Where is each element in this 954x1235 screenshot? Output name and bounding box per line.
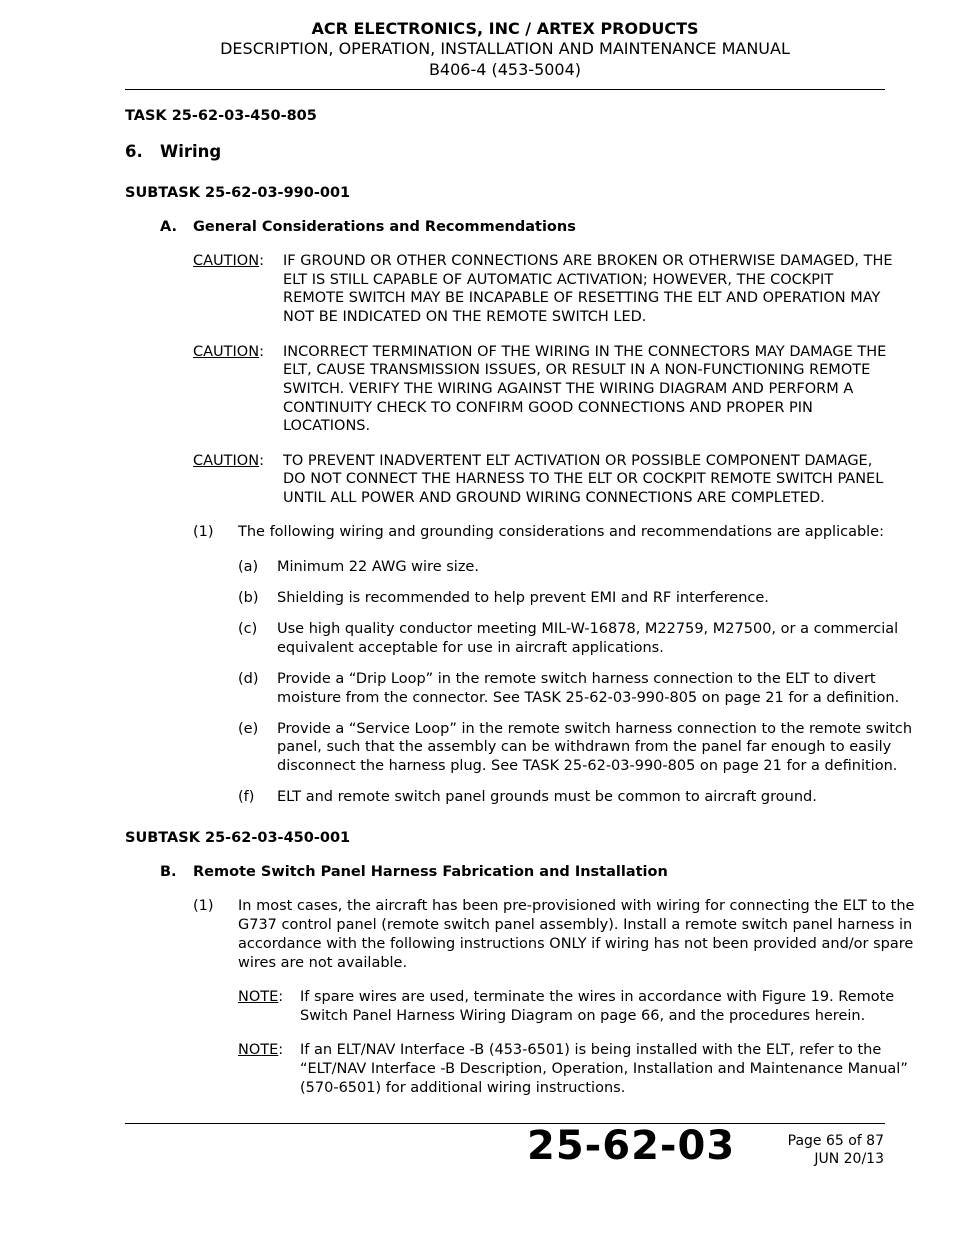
caution-line: ELT IS STILL CAPABLE OF AUTOMATIC ACTIVATION; HOWEVER, THE COCKPIT bbox=[283, 272, 834, 288]
note-line: “ELT/NAV Interface -B Description, Operation, Installation and Maintenance Manual” bbox=[300, 1061, 908, 1077]
part-b-title: Remote Switch Panel Harness Fabrication and Installation bbox=[193, 864, 668, 880]
item-line: wires are not available. bbox=[238, 955, 408, 971]
subitem-line: Provide a “Drip Loop” in the remote switch harness connection to the ELT to divert bbox=[277, 671, 876, 687]
note-label: NOTE: bbox=[238, 1042, 284, 1058]
item-number: (1) bbox=[193, 524, 214, 540]
chapter-number: 25-62-03 bbox=[527, 1123, 736, 1169]
subitem-line: panel, such that the assembly can be withdrawn from the panel far enough to easily bbox=[277, 739, 892, 755]
note-line: Switch Panel Harness Wiring Diagram on page 66, and the procedures herein. bbox=[300, 1008, 866, 1024]
subitem-line: equivalent acceptable for use in aircraft applications. bbox=[277, 640, 664, 656]
section-number: 6. bbox=[125, 142, 143, 161]
revision-date: JUN 20/13 bbox=[814, 1151, 884, 1167]
footer-rule bbox=[125, 1123, 885, 1124]
note-line: If spare wires are used, terminate the wires in accordance with Figure 19. Remote bbox=[300, 989, 895, 1005]
item-text: The following wiring and grounding considerations and recommendations are applicable: bbox=[238, 524, 884, 540]
subitem-line: Shielding is recommended to help prevent EMI and RF interference. bbox=[277, 590, 769, 606]
caution-line: SWITCH. VERIFY THE WIRING AGAINST THE WIRING DIAGRAM AND PERFORM A bbox=[283, 381, 854, 397]
subitem-number: (b) bbox=[238, 590, 259, 606]
part-b-letter: B. bbox=[160, 864, 177, 880]
subitem-number: (e) bbox=[238, 721, 259, 737]
caution-label: CAUTION: bbox=[193, 253, 264, 269]
caution-line: INCORRECT TERMINATION OF THE WIRING IN THE CONNECTORS MAY DAMAGE THE bbox=[283, 344, 887, 360]
part-a-title: General Considerations and Recommendations bbox=[193, 219, 576, 235]
caution-label: CAUTION: bbox=[193, 344, 264, 360]
subitem-line: ELT and remote switch panel grounds must be common to aircraft ground. bbox=[277, 789, 817, 805]
task-id: TASK 25-62-03-450-805 bbox=[125, 108, 317, 124]
header-manual-title: DESCRIPTION, OPERATION, INSTALLATION AND MAINTENANCE MANUAL bbox=[220, 39, 790, 58]
subitem-number: (d) bbox=[238, 671, 259, 687]
caution-line: UNTIL ALL POWER AND GROUND WIRING CONNECTIONS ARE COMPLETED. bbox=[283, 490, 825, 506]
subitem-line: Use high quality conductor meeting MIL-W-16878, M22759, M27500, or a commercial bbox=[277, 621, 899, 637]
note-label: NOTE: bbox=[238, 989, 284, 1005]
note-line: (570-6501) for additional wiring instructions. bbox=[300, 1080, 626, 1096]
caution-line: LOCATIONS. bbox=[283, 418, 371, 434]
subitem-line: Provide a “Service Loop” in the remote switch harness connection to the remote switch bbox=[277, 721, 913, 737]
subitem-line: moisture from the connector. See TASK 25-62-03-990-805 on page 21 for a definition. bbox=[277, 690, 900, 706]
caution-line: ELT, CAUSE TRANSMISSION ISSUES, OR RESULT IN A NON-FUNCTIONING REMOTE bbox=[283, 362, 871, 378]
item-line: G737 control panel (remote switch panel assembly). Install a remote switch panel harness in bbox=[238, 917, 913, 933]
subitem-number: (c) bbox=[238, 621, 258, 637]
header-company: ACR ELECTRONICS, INC / ARTEX PRODUCTS bbox=[311, 19, 699, 38]
page-number: Page 65 of 87 bbox=[787, 1133, 884, 1149]
subitem-line: disconnect the harness plug. See TASK 25-62-03-990-805 on page 21 for a definition. bbox=[277, 758, 898, 774]
caution-label: CAUTION: bbox=[193, 453, 264, 469]
caution-line: TO PREVENT INADVERTENT ELT ACTIVATION OR POSSIBLE COMPONENT DAMAGE, bbox=[283, 453, 873, 469]
caution-line: DO NOT CONNECT THE HARNESS TO THE ELT OR COCKPIT REMOTE SWITCH PANEL bbox=[283, 471, 884, 487]
subtask-id: SUBTASK 25-62-03-450-001 bbox=[125, 830, 351, 846]
caution-line: CONTINUITY CHECK TO CONFIRM GOOD CONNECTIONS AND PROPER PIN bbox=[283, 400, 813, 416]
section-title: Wiring bbox=[160, 142, 222, 161]
caution-line: IF GROUND OR OTHER CONNECTIONS ARE BROKEN OR OTHERWISE DAMAGED, THE bbox=[283, 253, 893, 269]
header-model: B406-4 (453-5004) bbox=[428, 60, 582, 79]
subtask-id: SUBTASK 25-62-03-990-001 bbox=[125, 185, 351, 201]
item-line: accordance with the following instructions ONLY if wiring has not been provided and/or spare bbox=[238, 936, 914, 952]
subitem-line: Minimum 22 AWG wire size. bbox=[277, 559, 479, 575]
subitem-number: (a) bbox=[238, 559, 259, 575]
caution-line: REMOTE SWITCH MAY BE INCAPABLE OF RESETTING THE ELT AND OPERATION MAY bbox=[283, 290, 881, 306]
item-line: In most cases, the aircraft has been pre-provisioned with wiring for connecting the ELT to the bbox=[238, 898, 915, 914]
part-a-letter: A. bbox=[160, 219, 177, 235]
header-rule bbox=[125, 89, 885, 90]
subitem-number: (f) bbox=[238, 789, 255, 805]
item-number: (1) bbox=[193, 898, 214, 914]
note-line: If an ELT/NAV Interface -B (453-6501) is being installed with the ELT, refer to the bbox=[300, 1042, 882, 1058]
caution-line: NOT BE INDICATED ON THE REMOTE SWITCH LED. bbox=[283, 309, 647, 325]
